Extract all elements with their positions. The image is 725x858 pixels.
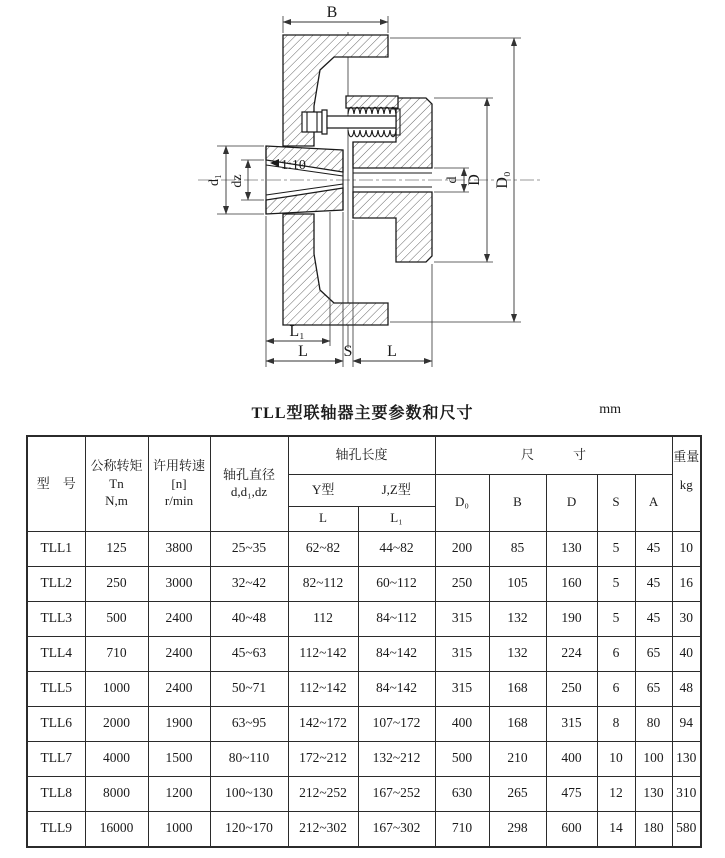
table-row [27,671,701,706]
header-L: L [288,506,358,531]
table-cell: 475 [546,776,597,811]
table-cell: 84~142 [358,671,435,706]
table-cell: 112 [288,601,358,636]
bolt-shaft [327,116,396,128]
left-hub-lower-section [266,188,343,214]
table-row [27,811,701,847]
table-cell: TLL2 [27,566,85,601]
table-cell: TLL1 [27,531,85,566]
table-cell: TLL8 [27,776,85,811]
unit-label: mm [599,402,621,417]
table-cell: 45 [635,531,672,566]
dim-label-d: d [445,176,460,184]
table-row [27,566,701,601]
brake-wheel-upper-section [283,35,388,146]
table-cell: 84~112 [358,601,435,636]
table-cell: 8000 [85,776,148,811]
header-D0: D₀ [435,474,489,531]
table-cell: 45 [635,566,672,601]
table-cell: 5 [597,601,635,636]
table-cell: 32~42 [210,566,288,601]
page-title: TLL型联轴器主要参数和尺寸 [251,405,474,422]
table-cell: 112~142 [288,671,358,706]
table-cell: 112~142 [288,636,358,671]
header-torque-line1: 公称转矩 [90,458,143,474]
table-cell: 315 [435,671,489,706]
dim-label-L-right: L [387,343,397,360]
dim-label-D: D [466,174,483,186]
table-cell: 190 [546,601,597,636]
table-cell: 1200 [148,776,210,811]
table-cell: 3000 [148,566,210,601]
table-cell: 310 [672,776,701,811]
dim-label-B: B [326,4,338,21]
table-cell: 45 [635,601,672,636]
taper-label: 1:10 [281,158,306,173]
header-bore-diameter [210,436,288,531]
table-cell: TLL7 [27,741,85,776]
table-cell: 315 [435,636,489,671]
table-cell: 40~48 [210,601,288,636]
table-cell: 580 [672,811,701,847]
table-cell: 2000 [85,706,148,741]
table-row [27,776,701,811]
table-body [27,531,701,847]
table-cell: 142~172 [288,706,358,741]
table-cell: 100 [635,741,672,776]
table-cell: 84~142 [358,636,435,671]
table-cell: 132~212 [358,741,435,776]
table-cell: 500 [85,601,148,636]
header-speed [148,436,210,531]
right-hub-lower-section [353,192,432,262]
header-dimensions: 尺 寸 [435,436,672,474]
bolt-head [302,112,322,132]
table-cell: 212~252 [288,776,358,811]
table-cell: 160 [546,566,597,601]
title-row [0,400,725,434]
table-cell: 63~95 [210,706,288,741]
dim-label-dz: dz [230,174,245,188]
dim-label-D0: D₀ [494,171,511,189]
table-cell: 100~130 [210,776,288,811]
table-cell: 1500 [148,741,210,776]
header-bore-dia-line1: 轴孔直径 [222,467,275,482]
table-cell: 180 [635,811,672,847]
header-speed-line1: 许用转速 [152,458,205,474]
table-cell: 710 [435,811,489,847]
table-cell: 14 [597,811,635,847]
table-cell: 4000 [85,741,148,776]
table-cell: TLL9 [27,811,85,847]
table-cell: 210 [489,741,546,776]
header-torque-line3: N,m [105,492,128,508]
header-weight-unit: kg [679,477,693,493]
header-S: S [597,474,635,531]
header-weight-label: 重量 [673,449,700,464]
table-cell: 172~212 [288,741,358,776]
table-cell: 44~82 [358,531,435,566]
table-cell: 167~302 [358,811,435,847]
table-cell: 40 [672,636,701,671]
table-cell: 120~170 [210,811,288,847]
table-cell: 107~172 [358,706,435,741]
header-B: B [489,474,546,531]
table-cell: 125 [85,531,148,566]
table-cell: 315 [435,601,489,636]
header-weight [672,436,701,531]
header-torque [85,436,148,531]
table-row [27,741,701,776]
table-cell: 168 [489,706,546,741]
header-model: 型 号 [27,436,85,531]
dim-label-S: S [343,343,353,360]
table-cell: 16 [672,566,701,601]
serpentine-spring-lower [348,130,396,137]
table-cell: 80~110 [210,741,288,776]
table-cell: 5 [597,566,635,601]
header-speed-line2: [n] [171,475,187,491]
table-cell: 132 [489,601,546,636]
table-cell: 105 [489,566,546,601]
table-cell: 250 [85,566,148,601]
table-cell: 94 [672,706,701,741]
table-cell: 400 [546,741,597,776]
table-cell: 16000 [85,811,148,847]
table-cell: 2400 [148,671,210,706]
table-cell: 8 [597,706,635,741]
table-cell: 130 [635,776,672,811]
table-cell: 48 [672,671,701,706]
table-cell: TLL3 [27,601,85,636]
table-cell: 5 [597,531,635,566]
table-cell: 2400 [148,601,210,636]
table-cell: 250 [435,566,489,601]
table-cell: 65 [635,671,672,706]
table-cell: 1900 [148,706,210,741]
header-jz-type: J,Z型 [358,474,435,506]
table-row [27,531,701,566]
table-cell: 600 [546,811,597,847]
table-cell: 85 [489,531,546,566]
table-cell: 630 [435,776,489,811]
coupling-drawing-svg [0,0,725,398]
header-y-type: Y型 [288,474,358,506]
table-row [27,636,701,671]
spring-cover-section [346,96,398,108]
dim-label-L1: L₁ [289,323,305,340]
table-cell: 6 [597,636,635,671]
table-cell: 200 [435,531,489,566]
table-cell: 60~112 [358,566,435,601]
table-cell: 2400 [148,636,210,671]
header-L1: L₁ [358,506,435,531]
bolt-washer [322,110,327,134]
table-cell: 1000 [85,671,148,706]
table-cell: TLL4 [27,636,85,671]
table-cell: 400 [435,706,489,741]
table-cell: 224 [546,636,597,671]
header-bore-length: 轴孔长度 [288,436,435,474]
table-cell: 6 [597,671,635,706]
table-cell: 130 [546,531,597,566]
table-cell: 500 [435,741,489,776]
table-cell: 10 [597,741,635,776]
table-cell: 168 [489,671,546,706]
spec-table [26,435,702,848]
table-cell: 315 [546,706,597,741]
table-cell: 250 [546,671,597,706]
header-bore-dia-line2: d,d₁,dz [230,484,268,500]
table-cell: 710 [85,636,148,671]
table-cell: 265 [489,776,546,811]
table-cell: 1000 [148,811,210,847]
table-cell: 80 [635,706,672,741]
table-cell: 298 [489,811,546,847]
table-cell: 25~35 [210,531,288,566]
coupling-section-drawing [0,0,725,398]
header-torque-line2: Tn [109,475,124,491]
brake-wheel-lower-section [283,214,388,325]
table-cell: 50~71 [210,671,288,706]
table-cell: 167~252 [358,776,435,811]
header-speed-line3: r/min [164,492,194,508]
table-cell: 12 [597,776,635,811]
table-cell: 10 [672,531,701,566]
table-cell: 212~302 [288,811,358,847]
table-cell: 45~63 [210,636,288,671]
header-A: A [635,474,672,531]
table-cell: TLL5 [27,671,85,706]
table-cell: 65 [635,636,672,671]
header-D: D [546,474,597,531]
table-cell: 30 [672,601,701,636]
dim-label-L-left: L [298,343,308,360]
dim-label-d1: d₁ [207,174,222,186]
table-row [27,706,701,741]
table-cell: 130 [672,741,701,776]
table-cell: 62~82 [288,531,358,566]
table-cell: 82~112 [288,566,358,601]
table-cell: TLL6 [27,706,85,741]
table-cell: 3800 [148,531,210,566]
table-cell: 132 [489,636,546,671]
table-row [27,601,701,636]
